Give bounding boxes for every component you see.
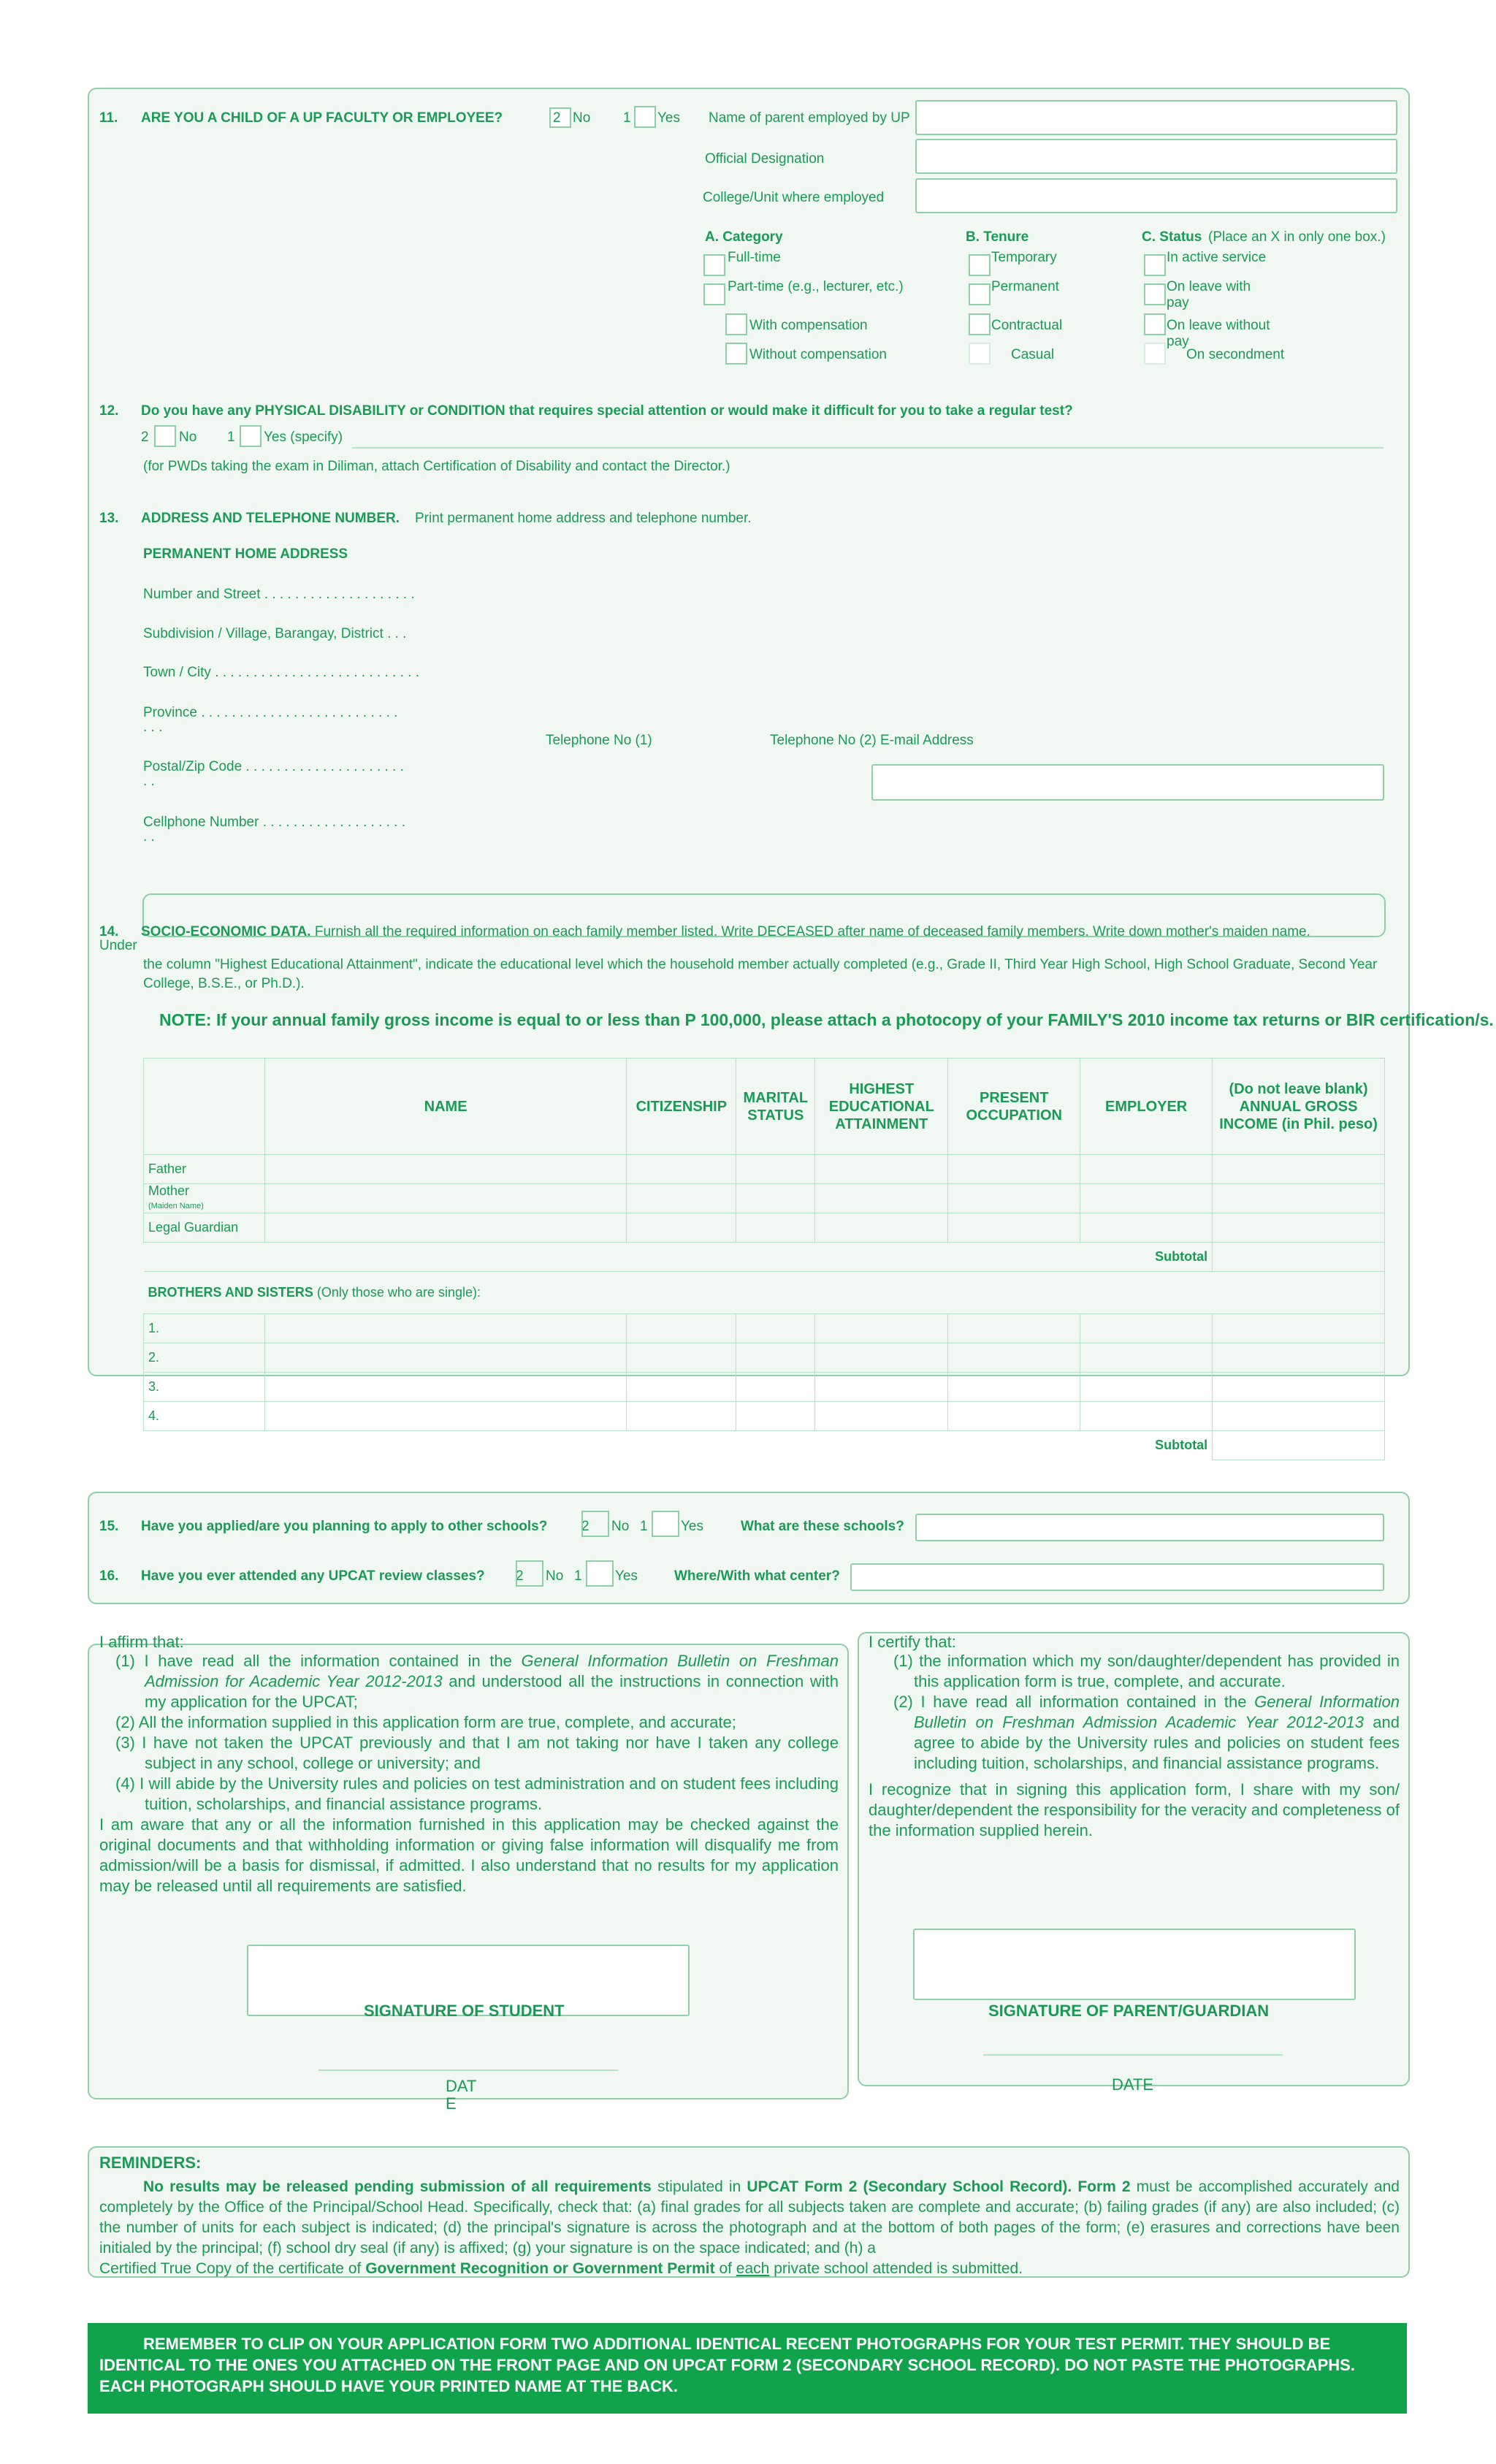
parent-signature-box[interactable] [913, 1929, 1356, 2000]
siblings-title: BROTHERS AND SISTERS [148, 1285, 313, 1300]
q15-number: 15. [99, 1519, 119, 1534]
reminders-paragraph [99, 2177, 1400, 2259]
table-row [144, 1402, 1385, 1431]
student-date-label: DAT E [446, 2077, 476, 2113]
reminders-form2: UPCAT Form 2 (Secondary School Record). Form 2 [747, 2178, 1131, 2195]
category-withoutcomp-checkbox[interactable] [725, 343, 747, 365]
cell[interactable] [1213, 1402, 1385, 1431]
certify-item2-a: (2) I have read all information contained in the [893, 1693, 1247, 1711]
status-leave-pay-checkbox[interactable] [1144, 283, 1166, 305]
q12-question: Do you have any PHYSICAL DISABILITY or CONDITION that requires special attention or would make it difficult for you to take a regular test? [141, 403, 1073, 419]
affirm-item-3: (3) I have not taken the UPCAT previously and that I am not taking nor have I taken any college subject in any school, college or university; and [115, 1733, 839, 1772]
table-row [144, 1213, 1385, 1243]
cell[interactable] [948, 1155, 1080, 1184]
cell[interactable] [815, 1155, 948, 1184]
q15-yes-checkbox[interactable] [652, 1511, 679, 1537]
email-field[interactable] [871, 764, 1384, 801]
college-label: College/Unit where employed [703, 190, 885, 205]
q14-instruction-text: Furnish all the required information on each family member listed. Write DECEASED after name of deceased family members. Write down mother's maiden name. [314, 924, 1310, 939]
q15-question: Have you applied/are you planning to apply to other schools? [141, 1519, 548, 1534]
category-parttime-label: Part-time (e.g., lecturer, etc.) [728, 279, 904, 294]
q12-note: (for PWDs taking the exam in Diliman, attach Certification of Disability and contact the Director.) [143, 459, 730, 474]
cell[interactable] [627, 1314, 736, 1343]
member-guardian: Legal Guardian [144, 1213, 265, 1243]
header-education: HIGHEST EDUCATIONAL ATTAINMENT [815, 1059, 948, 1155]
cell[interactable] [1213, 1314, 1385, 1343]
q11-yes-label: Yes [657, 110, 680, 126]
certify-body [869, 1651, 1400, 1841]
q16-center-field[interactable] [850, 1563, 1384, 1591]
cell[interactable] [736, 1343, 815, 1373]
category-title: A. Category [705, 229, 783, 245]
telephone-1-label: Telephone No (1) [546, 733, 652, 748]
parent-date-label: DATE [1112, 2075, 1154, 2094]
q12-yes-label: Yes (specify) [264, 430, 343, 445]
tenure-temporary-label: Temporary [991, 250, 1057, 265]
q15-followup: What are these schools? [741, 1519, 904, 1534]
tenure-contractual-checkbox[interactable] [969, 313, 991, 335]
q13-title: ADDRESS AND TELEPHONE NUMBER. [141, 511, 400, 526]
cell[interactable] [1080, 1402, 1213, 1431]
affirm-item-1 [99, 1651, 839, 1712]
q15-no-label: No [611, 1519, 630, 1534]
table-row [144, 1243, 1385, 1272]
q16-no-label: No [546, 1568, 564, 1584]
cellphone-label: Cellphone Number . . . . . . . . . . . . . . . . . . . [143, 815, 406, 830]
header-income: (Do not leave blank) ANNUAL GROSS INCOME (in Phil. peso) [1213, 1059, 1385, 1155]
table-row [144, 1431, 1385, 1460]
cell[interactable] [736, 1314, 815, 1343]
q16-no-checkbox[interactable] [516, 1560, 543, 1587]
q14-instruction [141, 924, 1310, 940]
category-fulltime-label: Full-time [728, 250, 781, 265]
affirm-item1-a: (1) I have read all the information contained in the [115, 1652, 512, 1670]
cell[interactable] [948, 1184, 1080, 1213]
postal-dots: . . [143, 774, 155, 789]
subtotal-cell-1[interactable] [1213, 1243, 1385, 1272]
cell[interactable] [1080, 1213, 1213, 1243]
cell[interactable] [627, 1343, 736, 1373]
college-field[interactable] [915, 178, 1397, 213]
status-active-checkbox[interactable] [1144, 254, 1166, 276]
certify-recognize: I recognize that in signing this application form, I share with my son/ daughter/dependent the responsibility for the veracity and completeness of the information supplied herein. [869, 1780, 1400, 1839]
affirm-aware: I am aware that any or all the information furnished in this application may be checked against the original documents and that withholding information or giving false information will disqualify me from admission/will be a basis for dismissal, if admitted. I also understand that no results for my application may be released until all requirements are satisfied. [99, 1815, 839, 1895]
tenure-title: B. Tenure [966, 229, 1029, 245]
cell[interactable] [1213, 1343, 1385, 1373]
reminders-text1: stipulated in [657, 2178, 741, 2195]
siblings-heading [144, 1272, 1385, 1314]
q13-instruction: Print permanent home address and telephone number. [415, 511, 752, 526]
reminders-each: each [736, 2260, 770, 2277]
certify-item2-b: and agree to abide by the University rules and policies on student fees including tuition, scholarships, and financial assistance programs. [914, 1713, 1400, 1772]
subtotal-label-1: Subtotal [144, 1243, 1213, 1272]
q14-number: 14. [99, 924, 119, 939]
tenure-temporary-checkbox[interactable] [969, 254, 991, 276]
sibling-4: 4. [144, 1402, 265, 1431]
q12-no-checkbox[interactable] [154, 425, 176, 447]
cell[interactable] [1080, 1314, 1213, 1343]
parent-signature-label: SIGNATURE OF PARENT/GUARDIAN [988, 2002, 1270, 2020]
cell[interactable] [1213, 1155, 1385, 1184]
cell[interactable] [264, 1213, 626, 1243]
member-father: Father [144, 1155, 265, 1184]
cell[interactable] [627, 1402, 736, 1431]
cellphone-dots: . . [143, 829, 155, 844]
cell[interactable] [627, 1213, 736, 1243]
q12-number: 12. [99, 403, 119, 419]
designation-field[interactable] [915, 139, 1397, 174]
cell[interactable] [815, 1373, 948, 1402]
q12-no-code: 2 [141, 430, 149, 445]
cell[interactable] [815, 1314, 948, 1343]
status-leave-nopay-label: On leave without pay [1167, 318, 1270, 349]
postal-label: Postal/Zip Code . . . . . . . . . . . . . . . . . . . . . [143, 759, 404, 774]
cell[interactable] [1080, 1343, 1213, 1373]
q15-yes-code: 1 [640, 1519, 648, 1534]
status-leave-nopay-checkbox[interactable] [1144, 313, 1166, 335]
certify-item-1: (1) the information which my son/daughter/dependent has provided in this application form is true, complete, and accurate. [893, 1652, 1400, 1690]
cell[interactable] [1080, 1155, 1213, 1184]
permanent-address-heading: PERMANENT HOME ADDRESS [143, 546, 348, 562]
cell[interactable] [1080, 1373, 1213, 1402]
tenure-permanent-label: Permanent [991, 279, 1059, 294]
reminders-of: of [719, 2260, 732, 2277]
q12-no-label: No [179, 430, 197, 445]
tenure-casual-label: Casual [1011, 347, 1055, 362]
subtotal-cell-2[interactable] [1213, 1431, 1385, 1460]
q14-title: SOCIO-ECONOMIC DATA. [141, 924, 311, 939]
q13-number: 13. [99, 511, 119, 526]
cell[interactable] [1213, 1184, 1385, 1213]
cell[interactable] [1213, 1373, 1385, 1402]
table-row [144, 1155, 1385, 1184]
cell[interactable] [736, 1373, 815, 1402]
table-row [144, 1373, 1385, 1402]
q15-schools-field[interactable] [915, 1514, 1384, 1541]
family-table [143, 1058, 1385, 1460]
category-withoutcomp-label: Without compensation [749, 347, 887, 362]
cell[interactable] [264, 1402, 626, 1431]
header-occupation: PRESENT OCCUPATION [948, 1059, 1080, 1155]
parent-name-field[interactable] [915, 100, 1397, 135]
table-row [144, 1314, 1385, 1343]
certify-item-2 [869, 1692, 1400, 1774]
sibling-3: 3. [144, 1373, 265, 1402]
table-row [144, 1184, 1385, 1213]
tenure-casual-checkbox[interactable] [969, 343, 991, 365]
q14-note: NOTE: If your annual family gross income is equal to or less than P 100,000, please attach a photocopy of your FAMILY'S 2010 income tax returns or BIR certification/s. [159, 1010, 1494, 1029]
photo-reminder-text: REMEMBER TO CLIP ON YOUR APPLICATION FORM TWO ADDITIONAL IDENTICAL RECENT PHOTOGRAPHS FOR YOUR TEST PERMIT. THEY SHOULD BE IDENTICAL TO THE ONES YOU ATTACHED ON THE FRONT PAGE AND ON UPCAT FORM 2 (SECONDARY SCHOOL RECORD). DO NOT PASTE THE PHOTOGRAPHS. EACH PHOTOGRAPH SHOULD HAVE YOUR PRINTED NAME AT THE BACK. [99, 2335, 1355, 2395]
sibling-1: 1. [144, 1314, 265, 1343]
q12-yes-code: 1 [227, 430, 235, 445]
cell[interactable] [264, 1184, 626, 1213]
sibling-2: 2. [144, 1343, 265, 1373]
q11-number: 11. [99, 110, 118, 126]
q12-specify-line[interactable] [352, 447, 1384, 449]
q15-no-code: 2 [581, 1519, 589, 1534]
q16-question: Have you ever attended any UPCAT review classes? [141, 1568, 485, 1584]
q16-no-code: 2 [516, 1568, 524, 1584]
status-secondment-checkbox[interactable] [1144, 343, 1166, 365]
student-date-line[interactable] [318, 2070, 618, 2071]
cell[interactable] [815, 1402, 948, 1431]
q11-no-code: 2 [553, 110, 561, 126]
header-name: NAME [264, 1059, 626, 1155]
cell[interactable] [264, 1155, 626, 1184]
q15-no-checkbox[interactable] [581, 1511, 609, 1537]
category-withcomp-label: With compensation [749, 318, 868, 333]
member-mother [144, 1184, 265, 1213]
reminders-tail: private school attended is submitted. [774, 2260, 1023, 2277]
category-withcomp-checkbox[interactable] [725, 313, 747, 335]
q16-followup: Where/With what center? [674, 1568, 840, 1584]
reminders-gov: Government Recognition or Government Permit [365, 2260, 715, 2277]
cell[interactable] [627, 1373, 736, 1402]
subtotal-label-2: Subtotal [1155, 1438, 1208, 1453]
subdivision-label: Subdivision / Village, Barangay, District . . . [143, 626, 407, 641]
cell[interactable] [264, 1343, 626, 1373]
reminders-body [99, 2177, 1400, 2279]
number-street-label: Number and Street . . . . . . . . . . . . . . . . . . . . [143, 587, 415, 602]
header-employer: EMPLOYER [1080, 1059, 1213, 1155]
cell[interactable] [948, 1402, 1080, 1431]
affirm-item-4: (4) I will abide by the University rules and policies on test administration and on student fees including tuition, scholarships, and financial assistance programs. [115, 1774, 839, 1813]
cell[interactable] [815, 1184, 948, 1213]
affirm-item1-b: and understood all the instructions in connection with my application for the UPCAT; [145, 1672, 839, 1711]
q12-yes-checkbox[interactable] [240, 425, 262, 447]
tenure-permanent-checkbox[interactable] [969, 283, 991, 305]
cell[interactable] [948, 1213, 1080, 1243]
cell[interactable] [627, 1155, 736, 1184]
photo-reminder-banner [88, 2323, 1407, 2414]
maiden-name-note: (Maiden Name) [148, 1202, 204, 1210]
q11-no-label: No [573, 110, 591, 126]
parent-name-label: Name of parent employed by UP [709, 110, 910, 126]
province-label: Province . . . . . . . . . . . . . . . . . . . . . . . . . . [143, 705, 398, 720]
header-citizenship: CITIZENSHIP [627, 1059, 736, 1155]
cell[interactable] [736, 1155, 815, 1184]
town-city-label: Town / City . . . . . . . . . . . . . . . . . . . . . . . . . . . [143, 665, 419, 680]
table-row [144, 1272, 1385, 1314]
q16-number: 16. [99, 1568, 119, 1584]
reminders-certified-text: Certified True Copy of the certificate of [99, 2260, 362, 2277]
tenure-contractual-label: Contractual [991, 318, 1063, 333]
cell[interactable] [815, 1343, 948, 1373]
province-dots: . . . [143, 720, 163, 735]
siblings-note: (Only those who are single): [316, 1285, 481, 1300]
affirm-item1-bulletin: General Information Bulletin on Freshman Admission for Academic Year 2012-2013 [145, 1652, 839, 1690]
telephone-2-email-label: Telephone No (2) E-mail Address [770, 733, 974, 748]
category-parttime-checkbox[interactable] [703, 283, 725, 305]
q11-question: ARE YOU A CHILD OF A UP FACULTY OR EMPLOYEE? [141, 110, 503, 126]
cell[interactable] [948, 1314, 1080, 1343]
cell[interactable] [948, 1373, 1080, 1402]
q16-yes-label: Yes [615, 1568, 638, 1584]
member-mother-label: Mother [148, 1183, 190, 1198]
affirm-body [99, 1651, 839, 1896]
reminders-lead: No results may be released pending submission of all requirements [143, 2178, 652, 2195]
cell[interactable] [736, 1184, 815, 1213]
cell[interactable] [736, 1213, 815, 1243]
cell[interactable] [264, 1373, 626, 1402]
cell[interactable] [736, 1402, 815, 1431]
q14-under: Under [99, 938, 137, 953]
q15-yes-label: Yes [681, 1519, 703, 1534]
status-active-label: In active service [1167, 250, 1267, 265]
status-title: C. Status [1142, 229, 1202, 245]
status-note: (Place an X in only one box.) [1208, 229, 1386, 245]
q14-instruction2: the column "Highest Educational Attainment", indicate the educational level which the household member actually completed (e.g., Grade II, Third Year High School, High School Graduate, Second Year College, B.S.E., or Ph.D.). [143, 957, 1378, 991]
q16-yes-code: 1 [574, 1568, 582, 1584]
designation-label: Official Designation [705, 151, 825, 167]
certify-heading: I certify that: [869, 1633, 956, 1651]
category-fulltime-checkbox[interactable] [703, 254, 725, 276]
student-signature-label: SIGNATURE OF STUDENT [364, 2002, 565, 2020]
table-row [144, 1343, 1385, 1373]
affirm-heading: I affirm that: [99, 1633, 184, 1651]
affirm-item-2: (2) All the information supplied in this application form are true, complete, and accurate; [115, 1713, 736, 1731]
status-secondment-label: On secondment [1186, 347, 1285, 362]
header-blank [144, 1059, 265, 1155]
cell[interactable] [815, 1213, 948, 1243]
certify-item2-bulletin: General Information Bulletin on Freshman Admission Academic Year 2012-2013 [914, 1693, 1400, 1731]
cell[interactable] [264, 1314, 626, 1343]
q16-yes-checkbox[interactable] [586, 1560, 614, 1587]
status-leave-pay-label: On leave with pay [1167, 279, 1251, 310]
q11-yes-code: 1 [623, 110, 631, 126]
reminders-title: REMINDERS: [99, 2154, 202, 2172]
header-marital: MARITAL STATUS [736, 1059, 815, 1155]
cell[interactable] [1213, 1213, 1385, 1243]
cell[interactable] [948, 1343, 1080, 1373]
reminders-text2: must be accomplished accurately and completely by the Office of the Principal/School Head. Specifically, check that: (a) final grades for all subjects taken are complete and accurate; (b) failing grades (if any) are also included; (c) the number of units for each subject is indicated; (d) the principal's signature is across the photograph and at the bottom of both pages of the form; (e) erasures and corrections have been initialed by the principal; (f) school dry seal (if any) is affixed; (g) your signature is on the space indicated; and (h) a [99, 2178, 1400, 2257]
q11-yes-checkbox[interactable] [634, 106, 656, 128]
cell[interactable] [1080, 1184, 1213, 1213]
reminders-certified [99, 2259, 1400, 2279]
parent-date-line[interactable] [983, 2054, 1283, 2056]
cell[interactable] [627, 1184, 736, 1213]
